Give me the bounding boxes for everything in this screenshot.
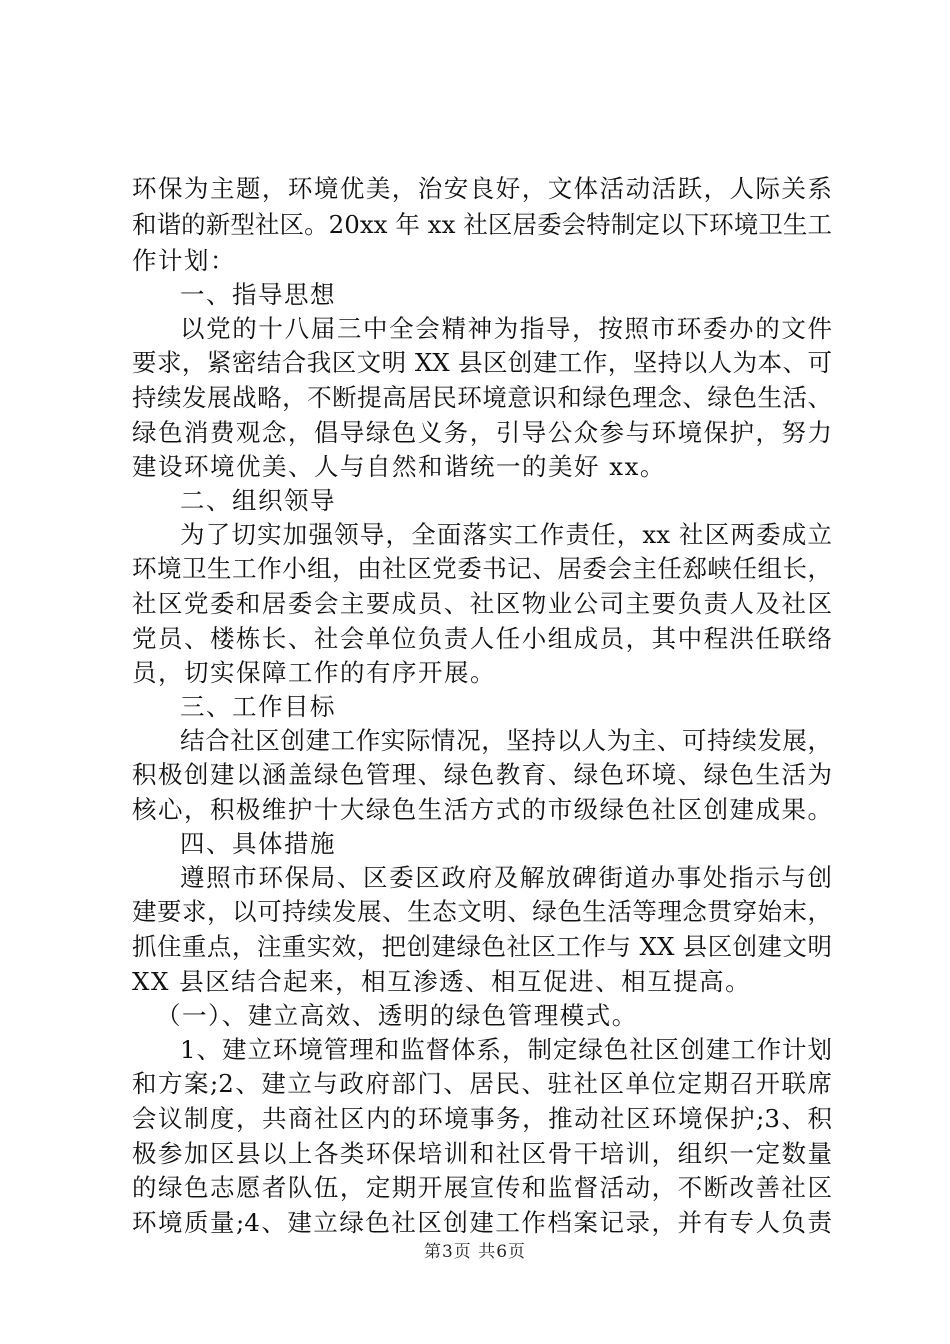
text-line: 员，切实保障工作的有序开展。	[132, 658, 496, 687]
text-line: 抓住重点，注重实效，把创建绿色社区工作与 XX 县区创建文明	[132, 932, 832, 961]
text-line: 积极创建以涵盖绿色管理、绿色教育、绿色环境、绿色生活为	[132, 760, 832, 789]
text-line: 核心，积极维护十大绿色生活方式的市级绿色社区创建成果。	[132, 795, 832, 824]
text-line: 建设环境优美、人与自然和谐统一的美好 xx。	[132, 452, 666, 481]
subsection-heading: （一）、建立高效、透明的绿色管理模式。	[156, 1001, 638, 1030]
text-line: 会议制度，共商社区内的环境事务，推动社区环境保护;3、积	[132, 1104, 832, 1133]
page-footer: 第3页 共6页	[423, 1242, 527, 1262]
text-line: 为了切实加强领导，全面落实工作责任，xx 社区两委成立	[180, 520, 832, 549]
text-line: 遵照市环保局、区委区政府及解放碑街道办事处指示与创	[180, 863, 832, 892]
section-heading: 三、工作目标	[180, 692, 336, 721]
text-line: 以党的十八届三中全会精神为指导，按照市环委办的文件	[180, 314, 832, 343]
text-line: 社区党委和居委会主要成员、社区物业公司主要负责人及社区	[132, 589, 832, 618]
text-line: 和方案;2、建立与政府部门、居民、驻社区单位定期召开联席	[132, 1069, 832, 1098]
text-line: 绿色消费观念，倡导绿色义务，引导公众参与环境保护，努力	[132, 418, 832, 447]
section-heading: 二、组织领导	[180, 486, 336, 515]
text-line: 要求，紧密结合我区文明 XX 县区创建工作，坚持以人为本、可	[132, 348, 832, 377]
section-heading: 一、指导思想	[180, 280, 336, 309]
text-line: 1、建立环境管理和监督体系，制定绿色社区创建工作计划	[180, 1035, 832, 1064]
text-line: 结合社区创建工作实际情况，坚持以人为主、可持续发展，	[180, 726, 832, 755]
text-line: 持续发展战略，不断提高居民环境意识和绿色理念、绿色生活、	[132, 383, 832, 412]
section-heading: 四、具体措施	[180, 829, 336, 858]
text-line: 建要求，以可持续发展、生态文明、绿色生活等理念贯穿始末，	[132, 897, 832, 926]
text-line: 极参加区县以上各类环保培训和社区骨干培训，组织一定数量	[132, 1139, 832, 1168]
text-line: 党员、楼栋长、社会单位负责人任小组成员，其中程洪任联络	[132, 624, 832, 653]
text-line: 环保为主题，环境优美，治安良好，文体活动活跃，人际关系	[132, 174, 832, 203]
text-line: 环境卫生工作小组，由社区党委书记、居委会主任郄峡任组长，	[132, 554, 832, 583]
text-line: 作计划：	[132, 246, 236, 275]
text-line: 的绿色志愿者队伍，定期开展宣传和监督活动，不断改善社区	[132, 1173, 832, 1202]
text-line: 环境质量;4、建立绿色社区创建工作档案记录，并有专人负责	[132, 1208, 832, 1237]
text-line: XX 县区结合起来，相互渗透、相互促进、相互提高。	[132, 967, 752, 996]
text-line: 和谐的新型社区。20xx 年 xx 社区居委会特制定以下环境卫生工	[132, 210, 832, 239]
